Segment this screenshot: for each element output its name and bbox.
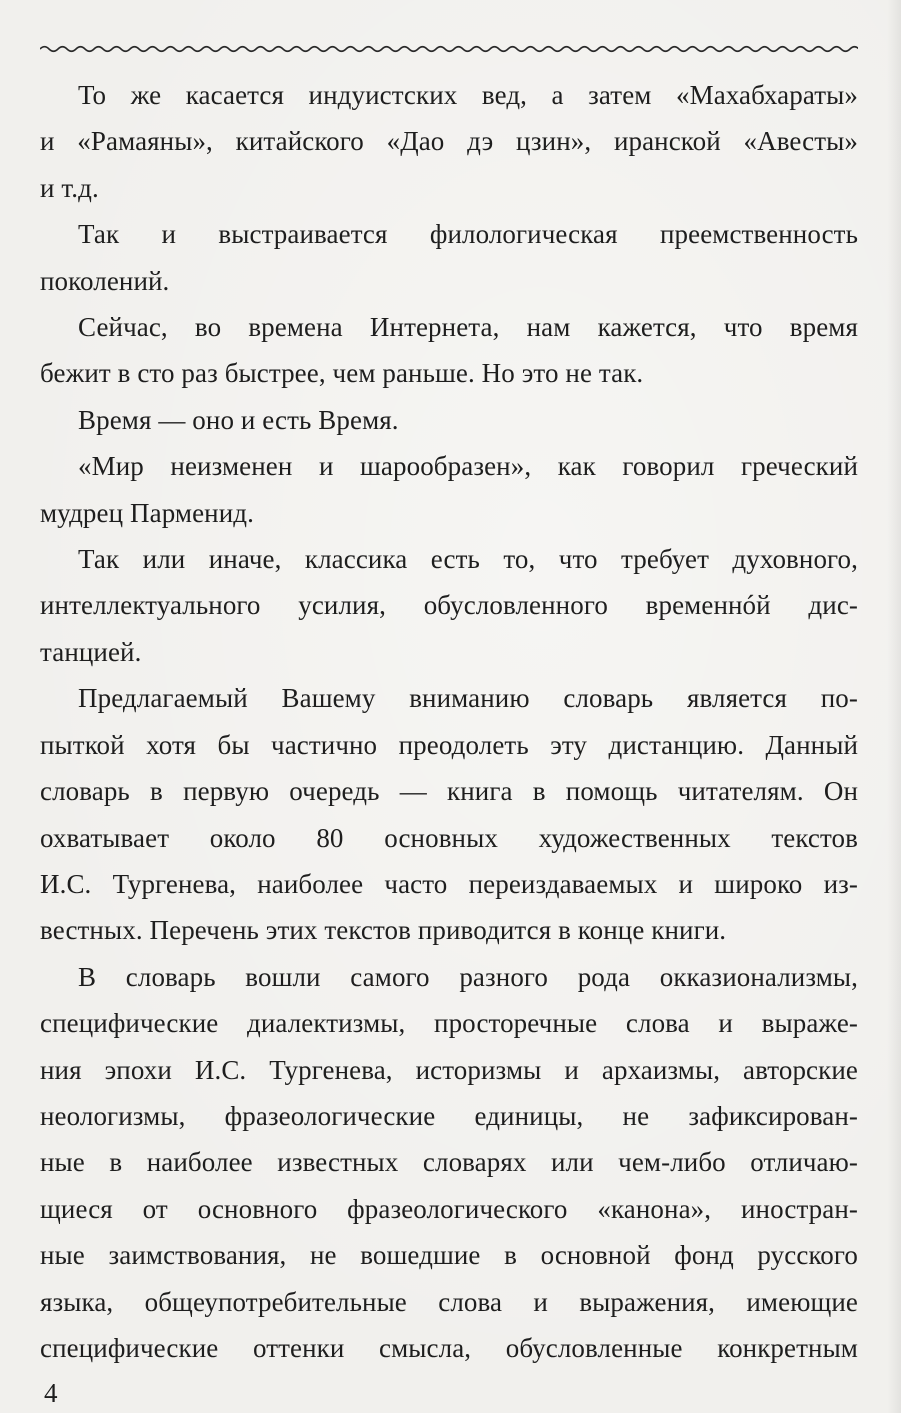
paragraph-3 [40, 304, 858, 397]
paragraph-2 [40, 211, 858, 304]
text-line: специфические диалектизмы, просторечные слова и выраже- [40, 1008, 858, 1039]
text-line: И.С. Тургенева, наиболее часто переиздаваемых и широко из- [40, 868, 858, 899]
text-line: и т.д. [40, 172, 99, 203]
page-edge-shadow [887, 0, 901, 1413]
paragraph-1 [40, 72, 858, 211]
text-line: языка, общеупотребительные слова и выражения, имеющие [40, 1286, 858, 1317]
text-line: бежит в сто раз быстрее, чем раньше. Но это не так. [40, 358, 644, 389]
text-line: специфические оттенки смысла, обусловленные конкретным [40, 1332, 858, 1363]
text-line: То же касается индуистских вед, а затем «Махабхараты» [78, 80, 858, 110]
text-line: мудрец Парменид. [40, 497, 254, 528]
text-line: ния эпохи И.С. Тургенева, историзмы и архаизмы, авторские [40, 1054, 858, 1085]
text-line: пыткой хотя бы частично преодолеть эту дистанцию. Данный [40, 729, 858, 760]
text-line: Сейчас, во времена Интернета, нам кажется, что время [78, 312, 858, 343]
page-number: 4 [44, 1378, 58, 1408]
text-line: вестных. Перечень этих текстов приводится в конце книги. [40, 915, 727, 946]
text-line: ные в наиболее известных словарях или чем-либо отличаю- [40, 1147, 858, 1178]
text-line: интеллектуального усилия, обусловленного временнóй дис- [40, 590, 858, 621]
text-line: ные заимствования, не вошедшие в основной фонд русского [40, 1240, 858, 1271]
text-line: словарь в первую очередь — книга в помощь читателям. Он [40, 776, 858, 807]
body-text [40, 72, 858, 1371]
text-line: Время — оно и есть Время. [78, 404, 399, 435]
text-line: поколений. [40, 265, 170, 296]
text-line: «Мир неизменен и шарообразен», как говорил греческий [78, 451, 858, 482]
paragraph-4 [40, 397, 858, 443]
wavy-rule-ornament [40, 40, 858, 58]
text-line: танцией. [40, 636, 142, 667]
text-line: щиеся от основного фразеологического «канона», иностран- [40, 1193, 858, 1224]
paragraph-7 [40, 675, 858, 953]
text-line: охватывает около 80 основных художественных текстов [40, 822, 858, 853]
text-line: и «Рамаяны», китайского «Дао дэ цзин», иранской «Авесты» [40, 126, 858, 157]
paragraph-8 [40, 954, 858, 1372]
text-line: Так и выстраивается филологическая преемственность [78, 219, 858, 250]
paragraph-6 [40, 536, 858, 675]
paragraph-5 [40, 443, 858, 536]
text-line: В словарь вошли самого разного рода окказионализмы, [78, 961, 858, 992]
text-line: Так или иначе, классика есть то, что требует духовного, [78, 544, 858, 575]
text-line: Предлагаемый Вашему вниманию словарь является по- [78, 683, 858, 714]
text-line: неологизмы, фразеологические единицы, не зафиксирован- [40, 1100, 858, 1131]
